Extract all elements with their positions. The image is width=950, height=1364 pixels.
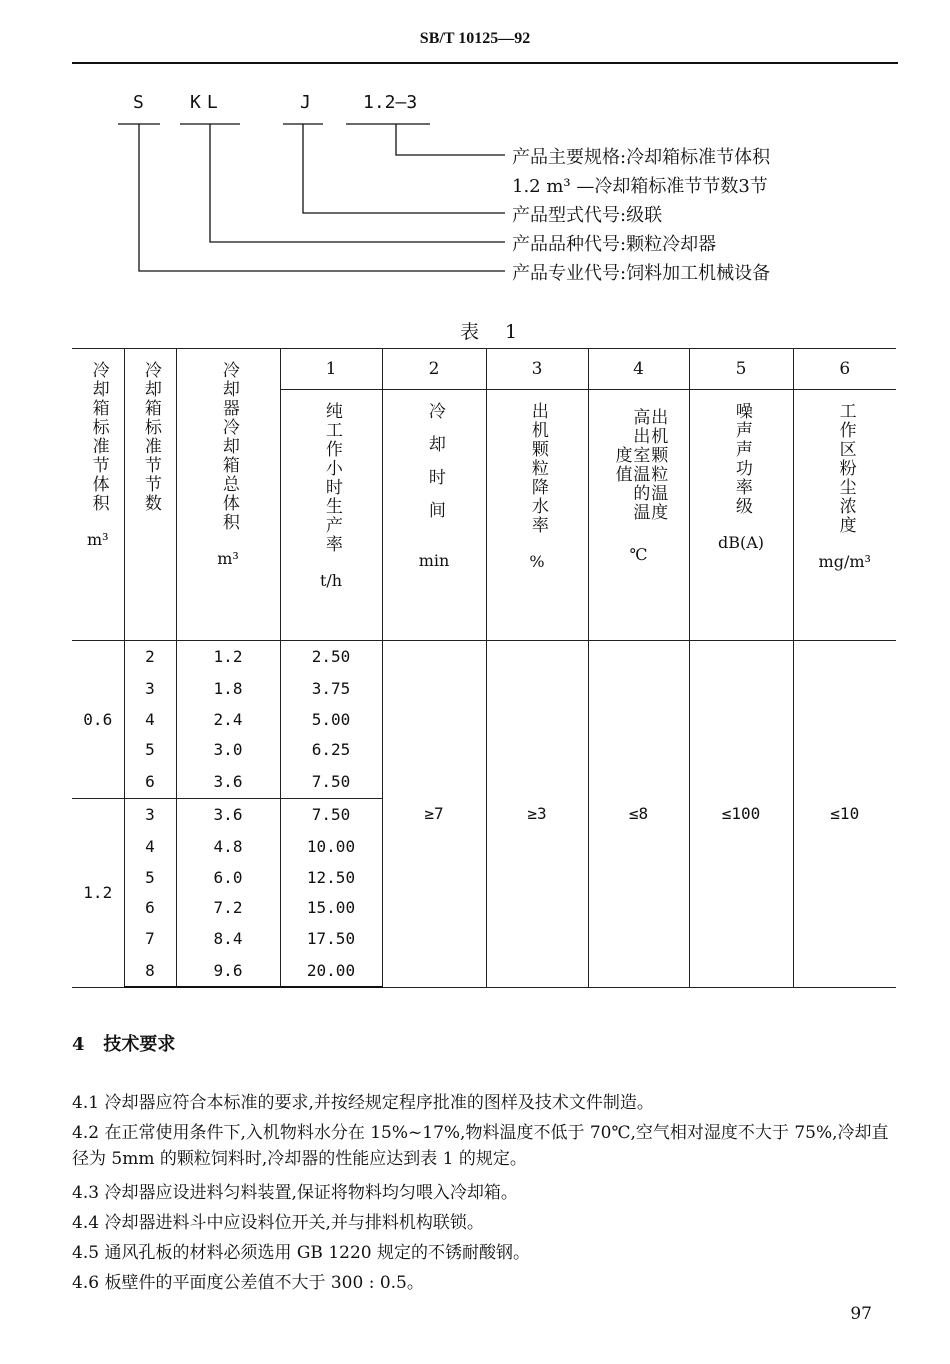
header-cell: 纯工作小时生产率 t/h <box>280 390 382 640</box>
header-cell: 冷却器冷却箱总体积 m³ <box>176 349 280 641</box>
model-code-j: J <box>300 92 311 113</box>
section-title: 技术要求 <box>103 1034 176 1055</box>
table-cell: 2.50 <box>280 640 382 673</box>
spec-table <box>72 348 896 988</box>
header-cell: 冷却箱标准节体积 m³ <box>72 349 124 641</box>
model-code-s: S <box>133 92 144 113</box>
section-number: 4 <box>72 1034 85 1055</box>
table-cell: 3.0 <box>176 734 280 765</box>
table-cell: 6.25 <box>280 734 382 765</box>
merged-cell: ≤8 <box>588 640 689 987</box>
header-cell: 出机颗粒温度高出室温的温度值 ℃ <box>588 390 689 640</box>
col-number: 6 <box>793 349 896 390</box>
desc-type-code: 产品型式代号:级联 <box>512 205 663 226</box>
clause-4-3: 4.3 冷却器应设进料匀料装置,保证将物料均匀喂入冷却箱。 <box>72 1183 518 1203</box>
col-number: 1 <box>280 349 382 390</box>
desc-professional-code: 产品专业代号:饲料加工机械设备 <box>512 263 771 284</box>
standard-id: SB/T 10125—92 <box>419 30 531 47</box>
clause-4-5: 4.5 通风孔板的材料必须选用 GB 1220 规定的不锈耐酸钢。 <box>72 1243 530 1263</box>
col-number: 4 <box>588 349 689 390</box>
table-cell: 17.50 <box>280 923 382 954</box>
table-cell: 2 <box>124 640 176 673</box>
table-cell: 6.0 <box>176 862 280 893</box>
col-number: 3 <box>486 349 588 390</box>
table-cell: 3 <box>124 798 176 831</box>
table-cell: 5.00 <box>280 704 382 735</box>
leader-j <box>303 124 505 213</box>
table-cell: 8.4 <box>176 923 280 954</box>
table-cell: 10.00 <box>280 831 382 862</box>
clause-4-2: 4.2 在正常使用条件下,入机物料水分在 15%~17%,物料温度不低于 70℃,空气相对湿度不大于 75%,冷却直径为 5mm 的颗粒饲料时,冷却器的性能应达到表 1 的规定。 <box>72 1123 889 1169</box>
table-cell: 1.2 <box>176 640 280 673</box>
col-number: 2 <box>382 349 486 390</box>
merged-cell: ≥7 <box>382 640 486 987</box>
table-cell: 4.8 <box>176 831 280 862</box>
volume-cell: 1.2 <box>72 798 124 987</box>
header-cell: 噪声声功率级 dB(A) <box>689 390 793 640</box>
table-cell: 7 <box>124 923 176 954</box>
table-cell: 8 <box>124 954 176 987</box>
desc-main-spec: 产品主要规格:冷却箱标准节体积 <box>512 147 771 168</box>
model-code-kl: KL <box>190 92 224 113</box>
volume-cell: 0.6 <box>72 640 124 798</box>
table-cell: 20.00 <box>280 954 382 987</box>
clause-4-4: 4.4 冷却器进料斗中应设料位开关,并与排料机构联锁。 <box>72 1213 484 1233</box>
table-cell: 3 <box>124 673 176 704</box>
table-cell: 3.75 <box>280 673 382 704</box>
table-cell: 6 <box>124 765 176 798</box>
model-connector-lines <box>0 0 950 300</box>
clause-4-6: 4.6 板壁件的平面度公差值不大于 300 : 0.5。 <box>72 1273 424 1293</box>
table-cell: 5 <box>124 734 176 765</box>
clause-4-1: 4.1 冷却器应符合本标准的要求,并按经规定程序批准的图样及技术文件制造。 <box>72 1093 654 1113</box>
table-cell: 6 <box>124 892 176 923</box>
table-cell: 7.50 <box>280 765 382 798</box>
header-cell: 冷却时间 min <box>382 390 486 640</box>
table-cell: 7.2 <box>176 892 280 923</box>
table-cell: 3.6 <box>176 765 280 798</box>
table-cell: 3.6 <box>176 798 280 831</box>
leader-kl <box>210 124 505 242</box>
desc-spec-detail: 1.2 m³ —冷却箱标准节节数3节 <box>512 176 768 197</box>
header-cell: 出机颗粒降水率 % <box>486 390 588 640</box>
merged-cell: ≥3 <box>486 640 588 987</box>
table-cell: 4 <box>124 704 176 735</box>
table-cell: 15.00 <box>280 892 382 923</box>
merged-cell: ≤100 <box>689 640 793 987</box>
table-cell: 12.50 <box>280 862 382 893</box>
table-row <box>72 640 896 673</box>
desc-variety-code: 产品品种代号:颗粒冷却器 <box>512 234 717 255</box>
col-number: 5 <box>689 349 793 390</box>
table-cell: 1.8 <box>176 673 280 704</box>
leader-spec <box>396 124 505 155</box>
page-number: 97 <box>850 1304 872 1324</box>
table-cell: 2.4 <box>176 704 280 735</box>
table-cell: 7.50 <box>280 798 382 831</box>
header-cell: 冷却箱标准节节数 <box>124 349 176 641</box>
leader-s <box>139 124 505 271</box>
table-cell: 5 <box>124 862 176 893</box>
section-heading <box>72 1030 175 1056</box>
header-cell: 工作区粉尘浓度 mg/m³ <box>793 390 896 640</box>
table-cell: 4 <box>124 831 176 862</box>
merged-cell: ≤10 <box>793 640 896 987</box>
table-title: 表 1 <box>460 321 528 343</box>
model-code-spec: 1.2—3 <box>363 92 418 113</box>
table-cell: 9.6 <box>176 954 280 987</box>
